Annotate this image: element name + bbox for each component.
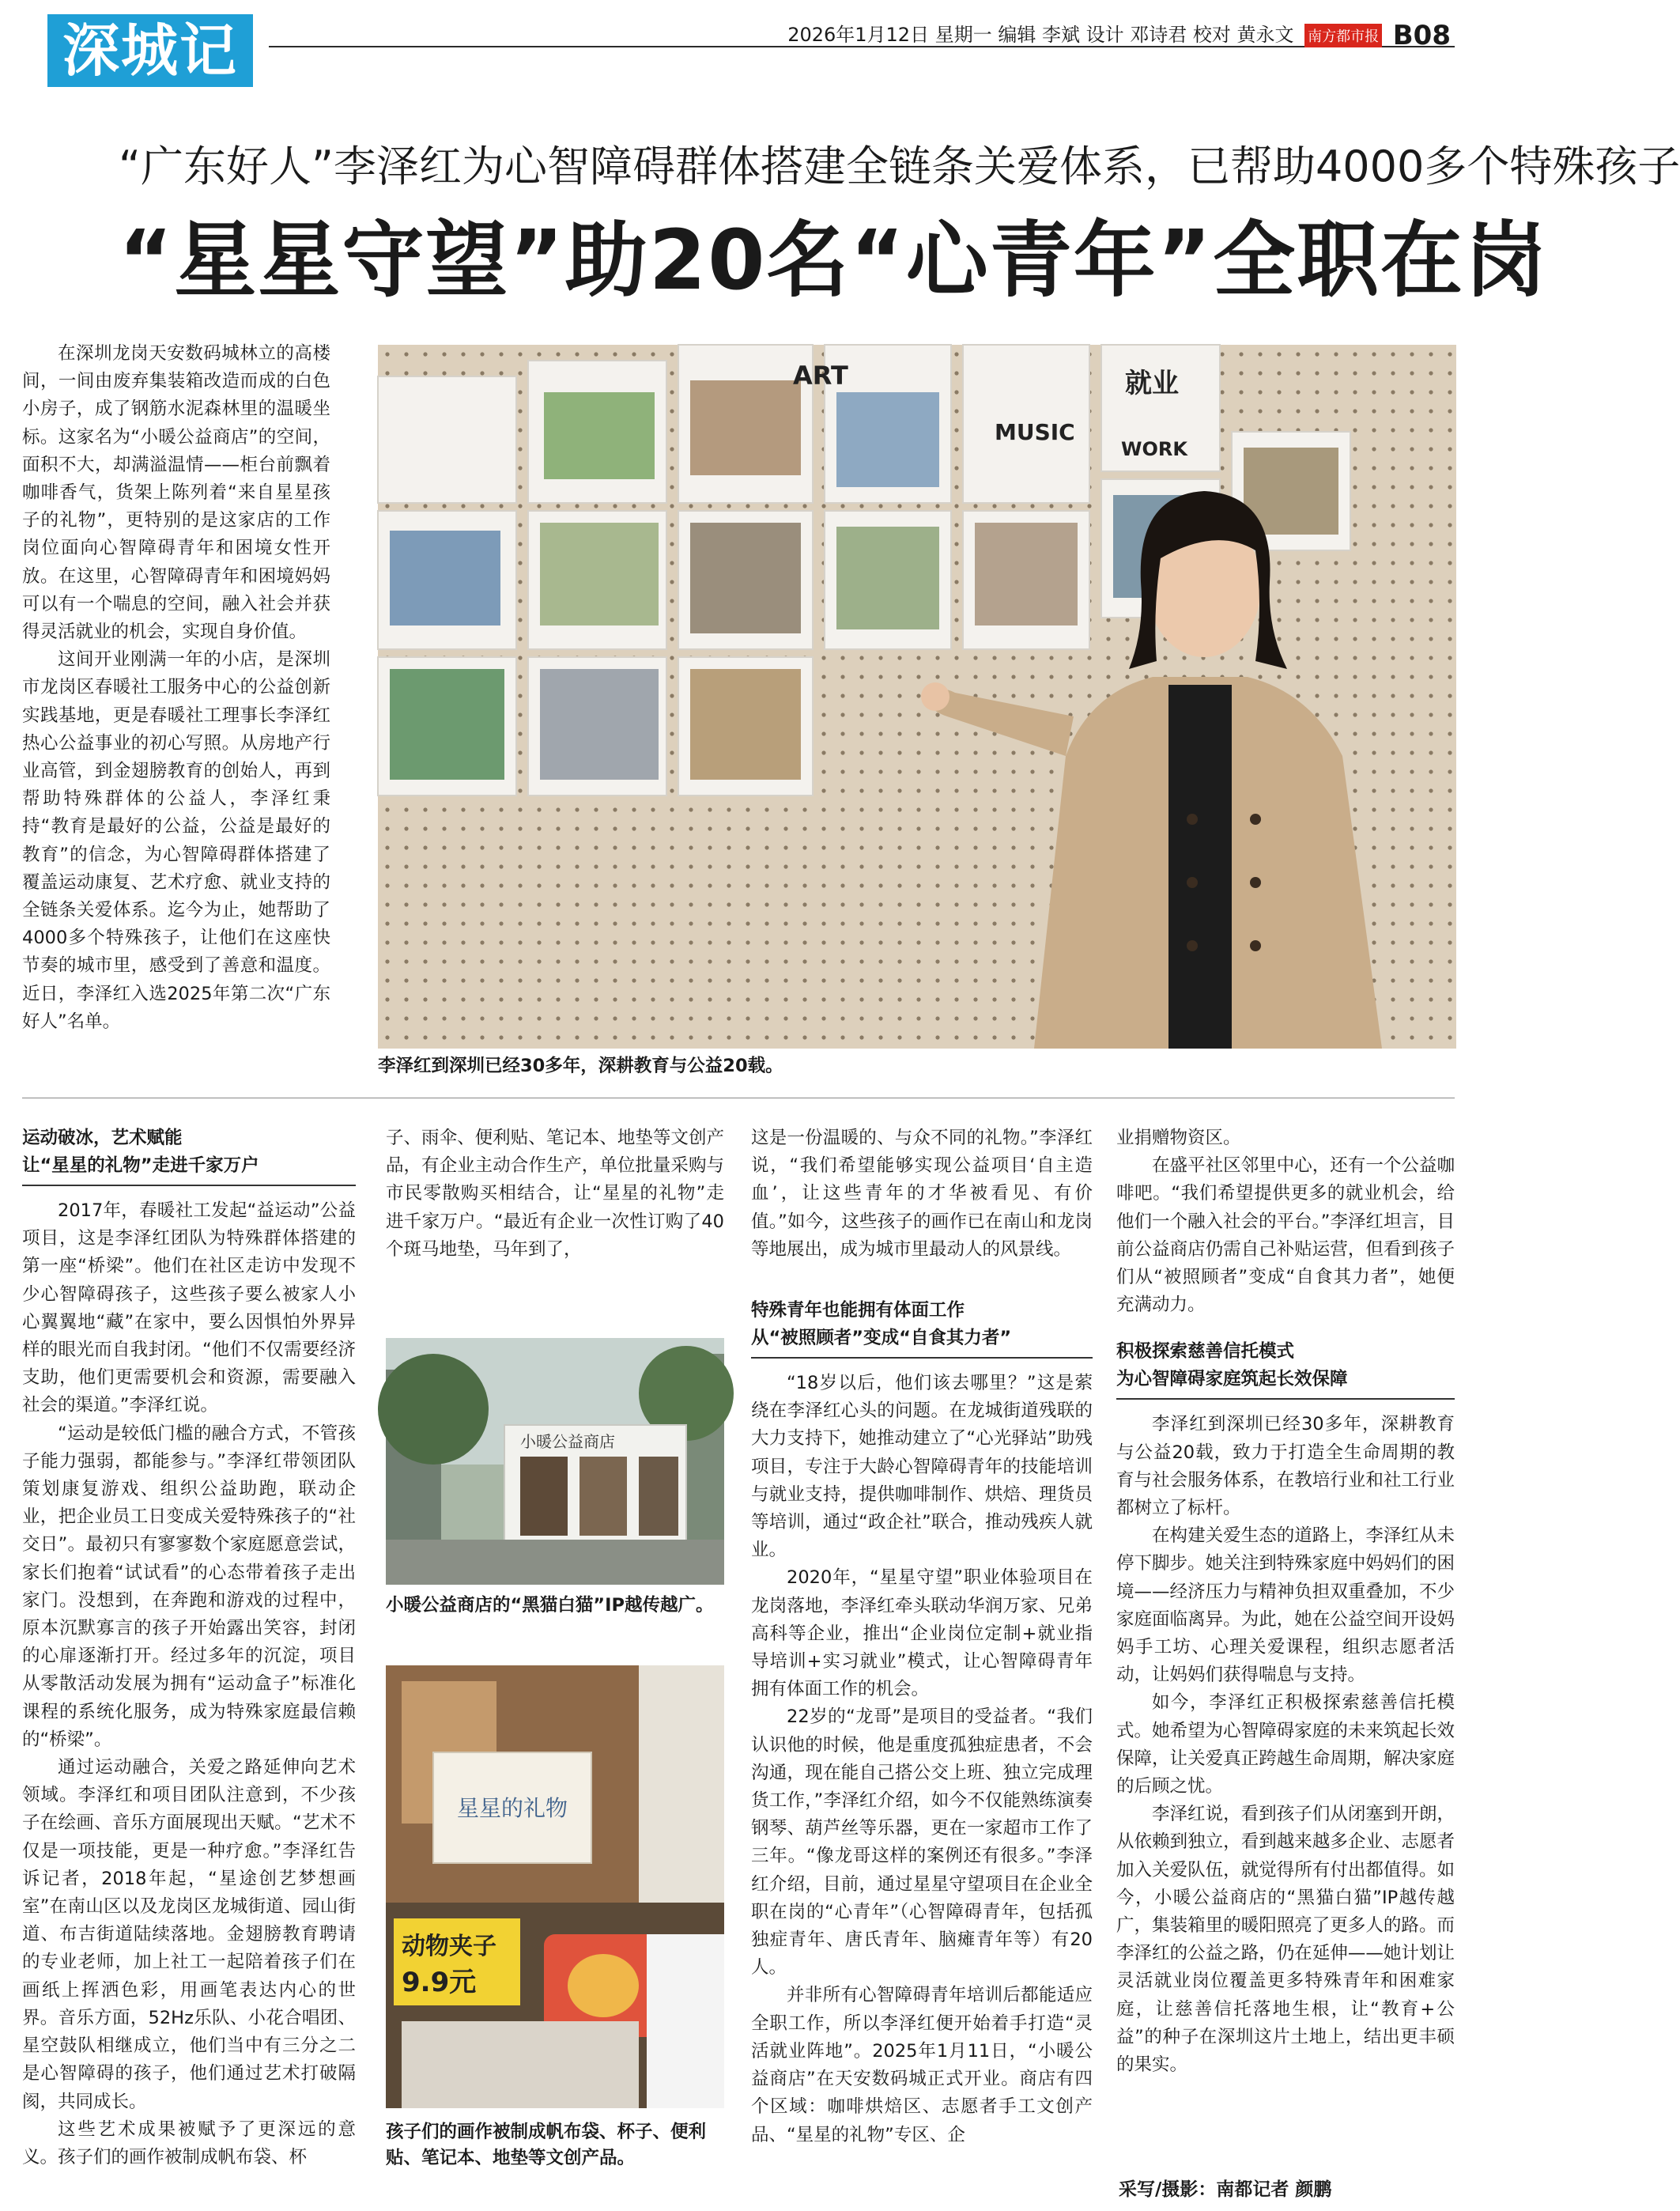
section-2-rule	[751, 1357, 1093, 1359]
work-label: WORK	[1121, 438, 1187, 460]
section-3-title-line-2: 为心智障碍家庭筑起长效保障	[1116, 1369, 1348, 1390]
header-info	[787, 19, 1451, 51]
edition-info: 2026年1月12日 星期一 编辑 李斌 设计 邓诗君 校对 黄永文	[787, 24, 1294, 46]
jiuye-label: 就业	[1125, 368, 1179, 399]
price-tag-name: 动物夹子	[402, 1933, 496, 1960]
col3-paragraph: 并非所有心智障碍青年培训后都能适应全职工作，所以李泽红便开始着手打造“灵活就业阵地”。2025年1月11日，“小暖公益商店”在天安数码城正式开业。商店有四个区域：咖啡烘焙区、志愿者手工文创产品、“星星的礼物”专区、企	[751, 1985, 1093, 2145]
section-1-rule	[22, 1185, 356, 1186]
section-2-title-line-2: 从“被照顾者”变成“自食其力者”	[751, 1328, 1012, 1349]
col2-paragraph: 子、雨伞、便利贴、笔记本、地垫等文创产品，有企业主动合作生产，单位批量采购与市民零散购买相结合，让“星星的礼物”走进千家万户。“最近有企业一次性订购了40个斑马地垫，马年到了，	[386, 1128, 724, 1260]
music-label: MUSIC	[995, 419, 1075, 445]
goods-illustration	[386, 1665, 724, 2108]
col1-paragraph: 这些艺术成果被赋予了更深远的意义。孩子们的画作被制成帆布袋、杯	[22, 2118, 356, 2168]
column-1	[22, 1124, 356, 2171]
col1-paragraph: “运动是较低门槛的融合方式，不管孩子能力强弱，都能参与。”李泽红带领团队策划康复游戏、组织公益助跑，联动企业，把企业员工日变成关爱特殊孩子的“社交日”。最初只有寥寥数个家庭愿意尝试，家长们抱着“试试看”的心态带着孩子走出家门。没想到，在奔跑和游戏的过程中，原本沉默寡言的孩子开始露出笑容，封闭的心扉逐渐打开。经过多年的沉淀，项目从零散活动发展为拥有“运动盒子”标准化课程的系统化服务，成为特殊家庭最信赖的“桥梁”。	[22, 1423, 356, 1750]
storefront-photo	[386, 1338, 724, 1585]
stars-box-label: 星星的礼物	[457, 1795, 568, 1821]
section-masthead: 深城记	[47, 14, 253, 87]
art-label: ART	[793, 361, 848, 391]
goods-photo	[386, 1665, 724, 2108]
col4-paragraph: 李泽红到深圳已经30多年，深耕教育与公益20载，致力于打造全生命周期的教育与社会服务体系，在教培行业和社工行业都树立了标杆。	[1116, 1414, 1455, 1519]
page-number: B08	[1392, 20, 1451, 51]
main-photo	[378, 345, 1456, 1049]
storefront-caption: 小暖公益商店的“黑猫白猫”IP越传越广。	[386, 1595, 714, 1616]
col1-paragraph: 通过运动融合，关爱之路延伸向艺术领域。李泽红和项目团队注意到，不少孩子在绘画、音乐方面展现出天赋。“艺术不仅是一项技能，更是一种疗愈。”李泽红告诉记者，2018年起，“星途创艺梦想画室”在南山区以及龙岗区龙城街道、园山街道、布吉街道陆续落地。金翅膀教育聘请的专业老师，加上社工一起陪着孩子们在画纸上挥洒色彩，用画笔表达内心的世界。音乐方面，52Hz乐队、小花合唱团、星空鼓队相继成立，他们当中有三分之二是心智障碍的孩子，他们通过艺术打破隔阂，共同成长。	[22, 1757, 356, 2112]
intro-paragraph: 这间开业刚满一年的小店，是深圳市龙岗区春暖社工服务中心的公益创新实践基地，更是春暖社工理事长李泽红热心公益事业的初心写照。从房地产行业高管，到金翅膀教育的创始人，再到帮助特殊群体的公益人，李泽红秉持“教育是最好的公益，公益是最好的教育”的信念，为心智障碍群体搭建了覆盖运动康复、艺术疗愈、就业支持的全链条关爱体系。迄今为止，她帮助了4000多个特殊孩子，让他们在这座快节奏的城市里，感受到了善意和温度。近日，李泽红入选2025年第二次“广东好人”名单。	[22, 649, 330, 1032]
main-photo-illustration	[378, 345, 1456, 1049]
col4-paragraph: 李泽红说，看到孩子们从闭塞到开朗，从依赖到独立，看到越来越多企业、志愿者加入关爱队伍，就觉得所有付出都值得。如今，小暖公益商店的“黑猫白猫”IP越传越广，集装箱里的暖阳照亮了更多人的路。而李泽红的公益之路，仍在延伸——她计划让灵活就业岗位覆盖更多特殊青年和困难家庭，让慈善信托落地生根，让“教育+公益”的种子在深圳这片土地上，结出更丰硕的果实。	[1116, 1804, 1455, 2076]
col4-paragraph: 在构建关爱生态的道路上，李泽红从未停下脚步。她关注到特殊家庭中妈妈们的困境——经济压力与精神负担双重叠加，不少家庭面临离异。为此，她在公益空间开设妈妈手工坊、心理关爱课程，组织志愿者活动，让妈妈们获得喘息与支持。	[1116, 1525, 1455, 1686]
column-4	[1116, 1124, 1455, 2079]
intro-column	[22, 340, 330, 1036]
intro-paragraph: 在深圳龙岗天安数码城林立的高楼间，一间由废弃集装箱改造而成的白色小房子，成了钢筋水泥森林里的温暖坐标。这家名为“小暖公益商店”的空间，面积不大，却满溢温情——柜台前飘着咖啡香气，货架上陈列着“来自星星孩子的礼物”，更特别的是这家店的工作岗位面向心智障碍青年和困境女性开放。在这里，心智障碍青年和困境妈妈可以有一个喘息的空间，融入社会并获得灵活就业的机会，实现自身价值。	[22, 343, 330, 643]
goods-caption: 孩子们的画作被制成帆布袋、杯子、便利贴、笔记本、地垫等文创产品。	[386, 2122, 707, 2168]
col3-paragraph: 2020年，“星星守望”职业体验项目在龙岗落地，李泽红牵头联动华润万家、兄弟高科等企业，推出“企业岗位定制+就业指导培训+实习就业”模式，让心智障碍青年拥有体面工作的机会。	[751, 1567, 1093, 1700]
storefront-illustration	[386, 1338, 724, 1585]
price-tag-price: 9.9元	[402, 1967, 477, 1998]
byline: 采写/摄影：南都记者 颜鹏	[1119, 2179, 1332, 2200]
col4-paragraph: 业捐赠物资区。	[1116, 1128, 1241, 1148]
column-2	[386, 1124, 724, 1264]
section-1-title-line-1: 运动破冰，艺术赋能	[22, 1128, 183, 1148]
col3-paragraph: 这是一份温暖的、与众不同的礼物。”李泽红说，“我们希望能够实现公益项目‘自主造血’，让这些青年的才华被看见、有价值。”如今，这些孩子的画作已在南山和龙岗等地展出，成为城市里最动人的风景线。	[751, 1128, 1093, 1260]
article-headline: “星星守望”助20名“心青年”全职在岗	[119, 212, 1549, 308]
shop-sign: 小暖公益商店	[520, 1432, 615, 1451]
section-2-title-line-1: 特殊青年也能拥有体面工作	[751, 1300, 965, 1321]
col1-paragraph: 2017年，春暖社工发起“益运动”公益项目，这是李泽红团队为特殊群体搭建的第一座“桥梁”。他们在社区走访中发现不少心智障碍孩子，这些孩子要么被家人小心翼翼地“藏”在家中，要么因惧怕外界异样的眼光而自我封闭。“他们不仅需要经济支助，他们更需要机会和资源，需要融入社会的渠道。”李泽红说。	[22, 1200, 356, 1416]
article-subtitle: “广东好人”李泽红为心智障碍群体搭建全链条关爱体系，已帮助4000多个特殊孩子	[119, 142, 1680, 191]
section-3-title-line-1: 积极探索慈善信托模式	[1116, 1341, 1295, 1363]
col3-paragraph: “18岁以后，他们该去哪里？”这是萦绕在李泽红心头的问题。在龙城街道残联的大力支持下，她推动建立了“心光驿站”助残项目，专注于大龄心智障碍青年的技能培训与就业支持，提供咖啡制作、烘焙、理货员等培训，通过“政企社”联合，推动残疾人就业。	[751, 1373, 1093, 1561]
newspaper-logo: 南方都市报	[1304, 24, 1382, 47]
section-1-title-line-2: 让“星星的礼物”走进千家万户	[22, 1155, 259, 1176]
main-photo-caption: 李泽红到深圳已经30多年，深耕教育与公益20载。	[378, 1056, 783, 1076]
section-3-rule	[1116, 1398, 1455, 1400]
col3-paragraph: 22岁的“龙哥”是项目的受益者。“我们认识他的时候，他是重度孤独症患者，不会沟通，现在能自己搭公交上班、独立完成理货工作，”李泽红介绍，如今不仅能熟练演奏钢琴、葫芦丝等乐器，更在一家超市工作了三年。“像龙哥这样的案例还有很多。”李泽红介绍，目前，通过星星守望项目在企业全职在岗的“心青年”（心智障碍青年，包括孤独症青年、唐氏青年、脑瘫青年等）有20人。	[751, 1706, 1093, 1979]
col4-paragraph: 如今，李泽红正积极探索慈善信托模式。她希望为心智障碍家庭的未来筑起长效保障，让关爱真正跨越生命周期，解决家庭的后顾之忧。	[1116, 1692, 1455, 1797]
col4-paragraph: 在盛平社区邻里中心，还有一个公益咖啡吧。“我们希望提供更多的就业机会，给他们一个融入社会的平台。”李泽红坦言，目前公益商店仍需自己补贴运营，但看到孩子们从“被照顾者”变成“自食其力者”，她便充满动力。	[1116, 1155, 1455, 1316]
column-3	[751, 1124, 1093, 2149]
